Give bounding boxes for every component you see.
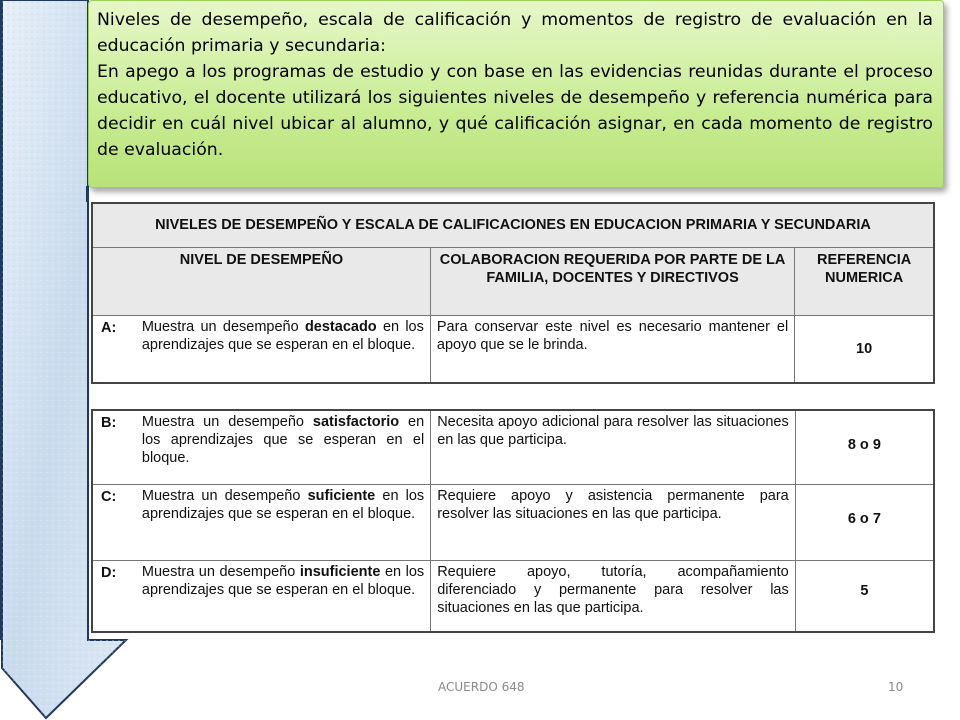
numeric-reference: 8 o 9: [795, 410, 934, 484]
desc-level-word: insuficiente: [299, 563, 381, 580]
desc-text: en los aprendizajes que se esperan en el bloque.: [141, 487, 425, 522]
collaboration-text: Necesita apoyo adicional para resolver las situaciones en las que participa.: [431, 410, 796, 484]
desc-text: Muestra un desempeño: [141, 318, 305, 335]
numeric-reference: 5: [795, 560, 934, 632]
level-letter: A:: [92, 315, 136, 383]
header-reference: REFERENCIA NUMERICA: [795, 247, 934, 315]
note-heading: Niveles de desempeño, escala de calificación y momentos de registro de evaluación en la educación primaria y secundaria:: [97, 10, 933, 56]
connector-bar: [86, 186, 89, 202]
level-description: [136, 315, 431, 383]
desc-level-word: suficiente: [307, 487, 376, 504]
collaboration-text: Requiere apoyo y asistencia permanente para resolver las situaciones en las que participa.: [431, 484, 796, 560]
numeric-reference: 10: [795, 315, 934, 383]
table-title: NIVELES DE DESEMPEÑO Y ESCALA DE CALIFICACIONES EN EDUCACION PRIMARIA Y SECUNDARIA: [92, 203, 934, 247]
desc-text: en los aprendizajes que se esperan en el bloque.: [141, 318, 424, 353]
level-letter: D:: [92, 560, 136, 632]
desc-text: en los aprendizajes que se esperan en el bloque.: [141, 563, 425, 598]
performance-table-bottom: [91, 409, 935, 633]
page-number: 10: [888, 680, 904, 694]
desc-level-word: destacado: [304, 318, 377, 335]
desc-level-word: satisfactorio: [312, 414, 400, 430]
collaboration-text: Para conservar este nivel es necesario mantener el apoyo que se le brinda.: [430, 315, 794, 383]
header-collaboration: COLABORACION REQUERIDA POR PARTE DE LA FAMILIA, DOCENTES Y DIRECTIVOS: [430, 247, 794, 315]
intro-note-box: [88, 0, 944, 188]
header-level: NIVEL DE DESEMPEÑO: [92, 247, 430, 315]
note-body: En apego a los programas de estudio y con base en las evidencias reunidas durante el proceso educativo, el docente utilizará los siguientes niveles de desempeño y referencia numérica para decidir en cuál nivel ubicar al alumno, y qué calificación asignar, en cada momento de registro de evaluación.: [97, 62, 933, 160]
table-row: [92, 315, 934, 383]
table-row: [92, 484, 934, 560]
level-description: [136, 484, 431, 560]
table-row: [92, 410, 934, 484]
level-letter: B:: [92, 410, 136, 484]
desc-text: Muestra un desempeño: [141, 563, 300, 580]
level-description: [136, 410, 431, 484]
desc-text: Muestra un desempeño: [141, 414, 313, 430]
numeric-reference: 6 o 7: [795, 484, 934, 560]
desc-text: en los aprendizajes que se esperan en el bloque.: [141, 414, 425, 466]
collaboration-text: Requiere apoyo, tutoría, acompañamiento diferenciado y permanente para resolver las situaciones en las que participa.: [431, 560, 796, 632]
footer-label: ACUERDO 648: [438, 680, 525, 694]
level-description: [136, 560, 431, 632]
level-letter: C:: [92, 484, 136, 560]
table-row: [92, 560, 934, 632]
desc-text: Muestra un desempeño: [141, 487, 308, 504]
performance-table-top: [91, 202, 935, 384]
